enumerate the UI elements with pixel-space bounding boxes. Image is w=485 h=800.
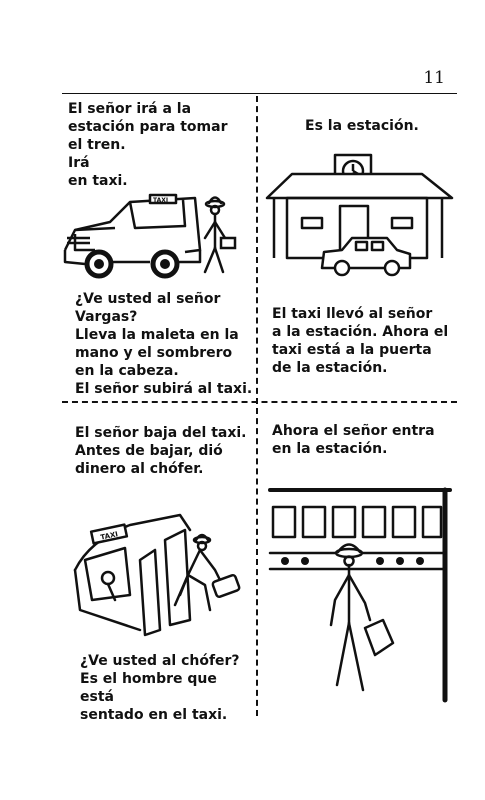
panel-bottom-right-text: Ahora el señor entra en la estación. [272,423,435,457]
page-number: 11 [423,68,445,88]
train-illustration [265,485,455,705]
panel-top-right-heading: Es la estación. [305,118,419,134]
panel-top-left-text: El señor irá a la estación para tomar el tren. Irá en taxi. [68,101,228,189]
taxi-illustration [55,190,245,285]
vertical-divider [256,96,258,716]
station-illustration [262,150,457,280]
panel-bottom-left-text: El señor baja del taxi. Antes de bajar, dió dinero al chófer. [75,425,247,477]
panel-top-right-caption: El taxi llevó al señor a la estación. Ahora el taxi está a la puerta de la estación. [272,306,449,376]
top-rule [62,93,457,94]
panel-bottom-left-caption: ¿Ve usted al chófer? Es el hombre que está sentado en el taxi. [80,653,240,723]
horizontal-divider [62,401,457,403]
panel-top-left-caption: ¿Ve usted al señor Vargas? Lleva la maleta en la mano y el sombrero en la cabeza. El señor subirá al taxi. [75,291,253,397]
taxi-door-illustration [70,500,250,640]
taxi-door-sign-text: TAXI [99,530,119,542]
taxi-sign-text: TAXI [153,197,169,204]
